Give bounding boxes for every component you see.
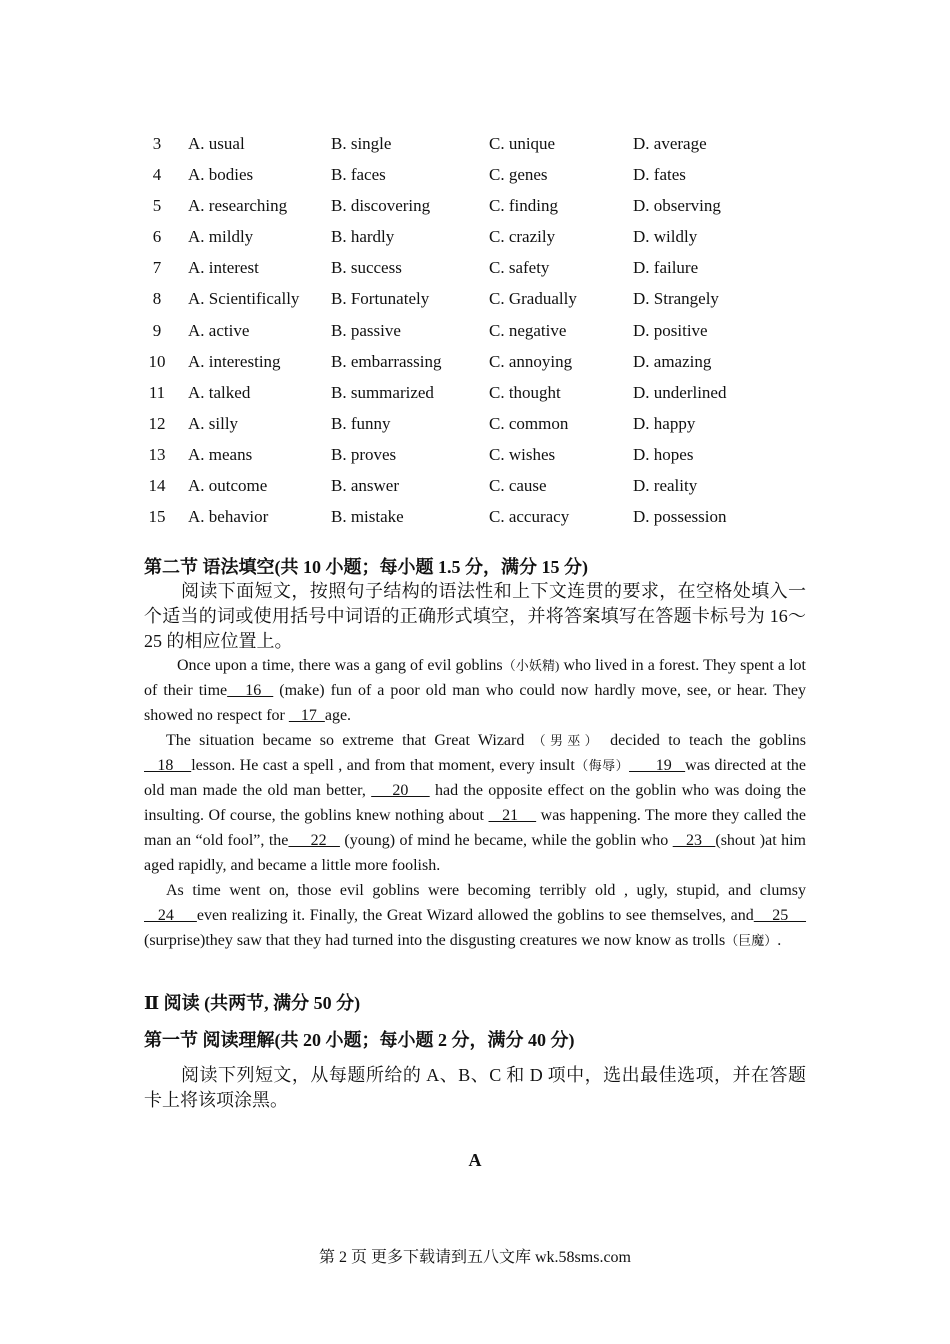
option-a: A. behavior <box>188 507 269 527</box>
grammar-heading: 第二节 语法填空(共 10 小题；每小题 1.5 分，满分 15 分) <box>144 557 588 577</box>
option-c: C. safety <box>489 258 550 278</box>
text: lesson. He cast a spell , and from that moment, every insult <box>191 757 575 774</box>
choice-row <box>144 128 824 159</box>
passage-paragraph-2 <box>144 728 806 878</box>
text: The situation became so extreme that Great Wizard <box>166 732 533 749</box>
reading-instruction: 阅读下列短文，从每题所给的 A、B、C 和 D 项中，选出最佳选项，并在答题卡上将该项涂黑。 <box>144 1065 806 1110</box>
option-a: A. means <box>188 444 253 464</box>
option-c: C. accuracy <box>489 507 570 527</box>
choice-row <box>144 252 824 283</box>
option-a: A. interest <box>188 258 259 278</box>
annotation: （巨魔） <box>725 933 778 948</box>
passage-paragraph-1 <box>144 653 806 728</box>
option-a: A. silly <box>188 413 239 433</box>
text: who lived in a forest. They spent a lot of their time <box>144 657 806 699</box>
blank-17: 17 <box>288 707 325 724</box>
blank-25: 25 <box>753 907 807 924</box>
option-a: A. Scientifically <box>188 289 300 309</box>
choice-row <box>144 439 824 470</box>
option-c: C. genes <box>489 165 548 185</box>
annotation: （男巫） <box>532 733 602 748</box>
text: (shout )at him aged rapidly, and became a little more foolish. <box>144 832 807 874</box>
option-d: D. possession <box>633 507 727 527</box>
option-a: A. active <box>188 320 250 340</box>
option-a: A. bodies <box>188 165 254 185</box>
choices-table <box>144 128 824 532</box>
option-a: A. outcome <box>188 476 268 496</box>
option-c: C. finding <box>489 196 558 216</box>
option-c: C. cause <box>489 476 547 496</box>
text: (young) of mind he became, while the goblin who <box>339 832 673 849</box>
reading-section-heading: 第一节 阅读理解(共 20 小题；每小题 2 分，满分 40 分) <box>144 1030 575 1050</box>
grammar-instruction: 阅读下面短文，按照句子结构的语法性和上下文连贯的要求，在空格处填入一个适当的词或使用括号中词语的正确形式填空，并将答案填写在答题卡标号为 16～25 的相应位置上。 <box>144 581 806 651</box>
choice-row <box>144 315 824 346</box>
text: was directed at the old man made the old man better, <box>144 757 807 799</box>
option-b: B. hardly <box>331 227 395 247</box>
option-d: D. amazing <box>633 351 712 371</box>
option-a: A. researching <box>188 196 288 216</box>
blank-18: 18 <box>144 757 192 774</box>
question-number: 5 <box>152 196 162 216</box>
choice-row <box>144 159 824 190</box>
option-d: D. positive <box>633 320 708 340</box>
option-c: C. common <box>489 413 569 433</box>
option-b: B. summarized <box>331 382 434 402</box>
text: (surprise)they saw that they had turned into the disgusting creatures we now know as trolls <box>144 932 726 949</box>
text: even realizing it. Finally, the Great Wizard allowed the goblins to see themselves, and <box>196 907 754 924</box>
option-b: B. faces <box>331 165 386 185</box>
option-d: D. Strangely <box>633 289 719 309</box>
page-footer: 第 2 页 更多下载请到五八文库 wk.58sms.com <box>318 1249 631 1266</box>
option-b: B. embarrassing <box>331 351 442 371</box>
option-c: C. annoying <box>489 351 573 371</box>
blank-24: 24 <box>144 907 197 924</box>
blank-23: 23 <box>672 832 716 849</box>
choice-row <box>144 470 824 501</box>
question-number: 11 <box>148 382 166 402</box>
blank-21: 21 <box>488 807 537 824</box>
question-number: 12 <box>148 413 166 433</box>
question-number: 4 <box>152 165 162 185</box>
option-b: B. passive <box>331 320 401 340</box>
question-number: 15 <box>148 507 166 527</box>
option-b: B. funny <box>331 413 391 433</box>
option-d: D. hopes <box>633 444 694 464</box>
choice-row <box>144 221 824 252</box>
blank-20: 20 <box>371 782 430 799</box>
passage-label: A <box>468 1150 482 1170</box>
question-number: 13 <box>148 444 166 464</box>
grammar-passage <box>144 653 806 953</box>
question-number: 6 <box>152 227 162 247</box>
option-a: A. usual <box>188 134 245 153</box>
option-a: A. mildly <box>188 227 254 247</box>
reading-part-heading: Ⅱ 阅读 (共两节, 满分 50 分) <box>144 993 361 1013</box>
question-number: 14 <box>148 476 166 496</box>
choice-row <box>144 377 824 408</box>
option-b: B. mistake <box>331 507 404 527</box>
choice-row <box>144 190 824 221</box>
blank-22: 22 <box>288 832 340 849</box>
question-number: 7 <box>152 258 162 278</box>
blank-16: 16 <box>227 682 274 699</box>
choice-row <box>144 346 824 377</box>
option-c: C. Gradually <box>489 289 577 309</box>
annotation: （侮辱） <box>574 758 630 773</box>
text: As time went on, those evil goblins were becoming terribly old , ugly, stupid, and clumsy <box>166 882 806 899</box>
annotation: （小妖精) <box>502 658 560 673</box>
text: (make) fun of a poor old man who could now hardly move, see, or hear. They showed no respect for <box>144 682 807 724</box>
blank-19: 19 <box>629 757 686 774</box>
option-c: C. thought <box>489 382 561 402</box>
text: was happening. The more they called the man an “old fool”, the <box>144 807 807 849</box>
option-d: D. happy <box>633 413 696 433</box>
choice-row <box>144 501 824 532</box>
option-c: C. wishes <box>489 444 556 464</box>
option-d: D. wildly <box>633 227 698 247</box>
text: had the opposite effect on the goblin who was doing the insulting. Of course, the goblins knew nothing about <box>144 782 806 824</box>
option-c: C. negative <box>489 320 567 340</box>
option-b: B. Fortunately <box>331 289 430 309</box>
option-b: B. single <box>331 134 392 153</box>
option-b: B. discovering <box>331 196 431 216</box>
question-number: 8 <box>152 289 162 309</box>
option-c: C. unique <box>489 134 556 153</box>
option-c: C. crazily <box>489 227 556 247</box>
text: age. <box>324 707 352 724</box>
option-a: A. talked <box>188 382 251 402</box>
passage-paragraph-3 <box>144 878 806 953</box>
question-number: 9 <box>152 320 162 340</box>
text: Once upon a time, there was a gang of evil goblins <box>177 657 503 674</box>
option-d: D. average <box>633 134 707 153</box>
option-b: B. proves <box>331 444 397 464</box>
choice-row <box>144 283 824 314</box>
option-a: A. interesting <box>188 351 281 371</box>
text: . <box>777 932 782 949</box>
option-b: B. success <box>331 258 402 278</box>
option-d: D. failure <box>633 258 699 278</box>
choice-row <box>144 408 824 439</box>
option-d: D. reality <box>633 476 698 496</box>
text: decided to teach the goblins <box>601 732 806 749</box>
option-d: D. underlined <box>633 382 727 402</box>
option-d: D. observing <box>633 196 721 216</box>
question-number: 3 <box>152 134 162 153</box>
option-d: D. fates <box>633 165 686 185</box>
question-number: 10 <box>148 351 166 371</box>
option-b: B. answer <box>331 476 399 496</box>
